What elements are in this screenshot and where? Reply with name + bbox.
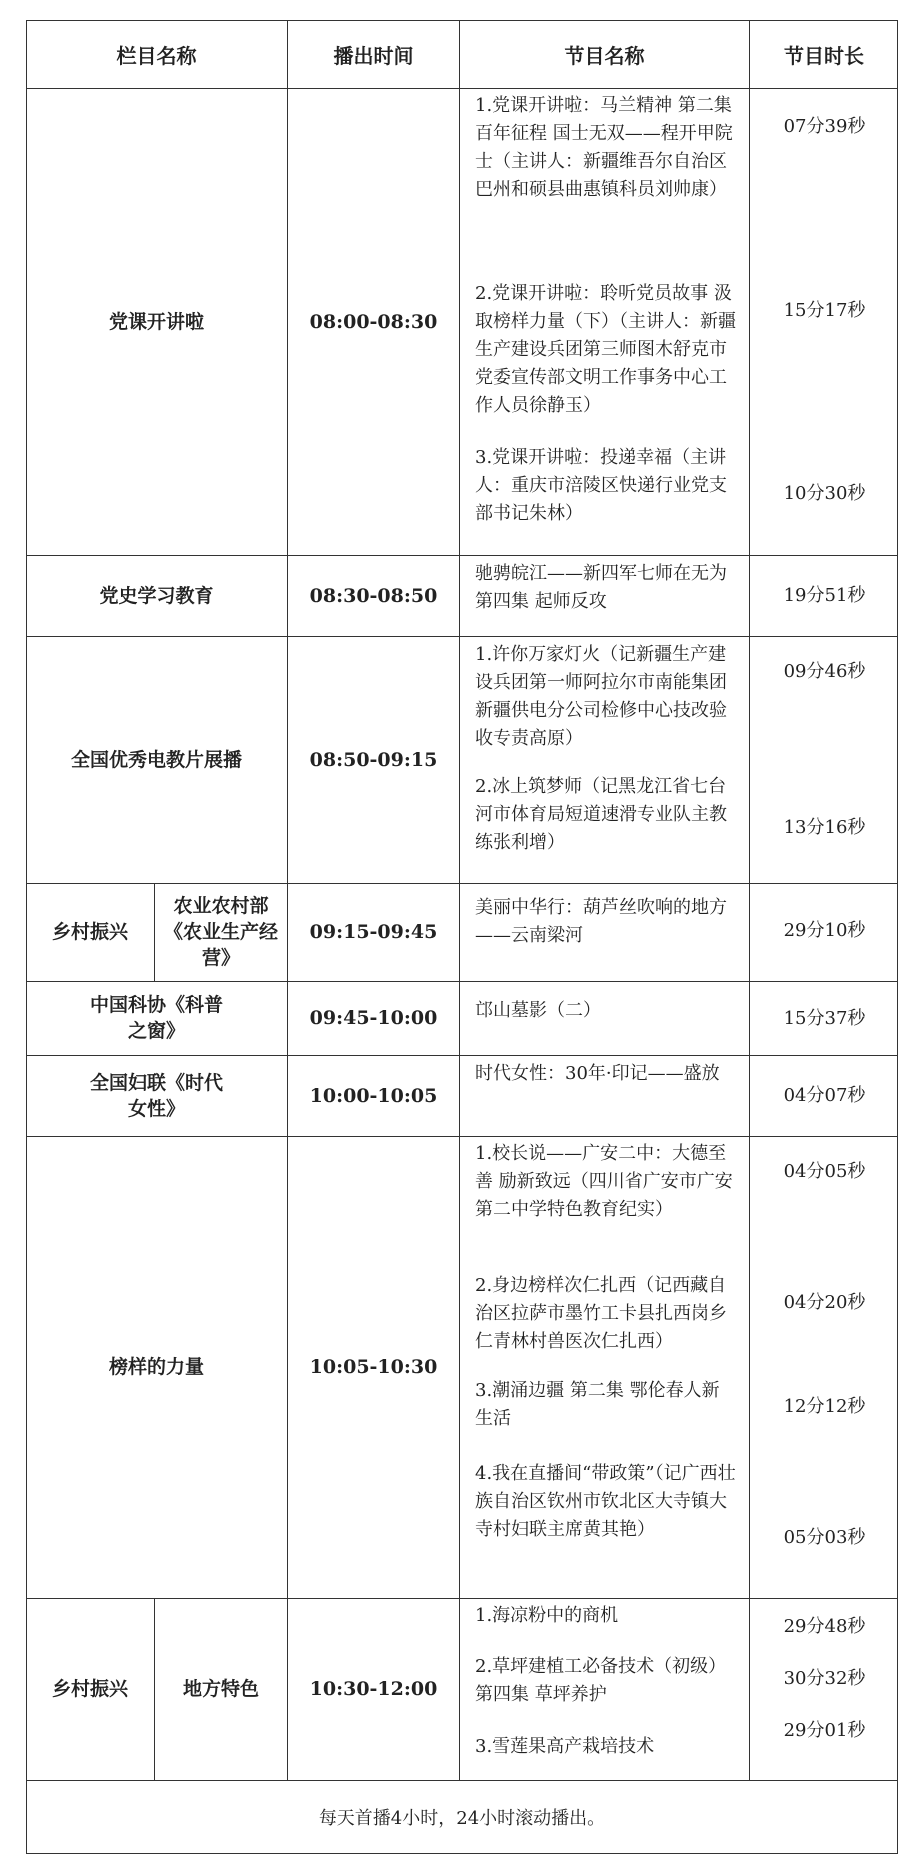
header-air-time: 播出时间 <box>333 43 414 68</box>
column-name: 榜样的力量 <box>108 1356 204 1378</box>
column-name: 全国优秀电教片展播 <box>70 748 242 771</box>
air-time: 10:05-10:30 <box>309 1356 438 1378</box>
column-name: 党史学习教育 <box>99 584 214 607</box>
header-column-name: 栏目名称 <box>116 43 197 68</box>
program-duration: 15分17秒 <box>783 300 866 321</box>
air-time: 10:30-12:00 <box>309 1678 438 1700</box>
program-title: 1.海凉粉中的商机 <box>475 1605 619 1626</box>
program-title: 2.冰上筑梦师（记黑龙江省七台河市体育局短道速滑专业队主教练张利增） <box>475 776 727 853</box>
air-time: 10:00-10:05 <box>309 1084 438 1107</box>
program-duration: 29分10秒 <box>783 920 866 941</box>
column-name: 中国科协《科普之窗》 <box>89 994 223 1042</box>
program-duration: 12分12秒 <box>783 1396 866 1417</box>
air-time: 09:45-10:00 <box>309 1007 438 1029</box>
column-name: 乡村振兴 <box>51 1678 128 1700</box>
column-name: 党课开讲啦 <box>108 310 204 333</box>
header-program-name: 节目名称 <box>564 43 645 68</box>
program-duration: 10分30秒 <box>783 483 866 504</box>
program-title: 1.党课开讲啦：马兰精神 第二集 百年征程 国士无双——程开甲院士（主讲人：新疆维吾尔自治区巴州和硕县曲惠镇科员刘帅康） <box>475 95 733 200</box>
program-duration: 29分48秒 <box>783 1616 866 1637</box>
col-divider <box>459 20 460 1780</box>
program-title: 3.潮涌边疆 第二集 鄂伦春人新生活 <box>475 1380 720 1429</box>
program-title: 驰骋皖江——新四军七师在无为 第四集 起师反攻 <box>475 563 727 612</box>
program-duration: 09分46秒 <box>783 661 866 682</box>
program-duration: 04分07秒 <box>783 1085 866 1106</box>
program-title: 邙山墓影（二） <box>475 1000 601 1021</box>
col-divider <box>749 20 750 1780</box>
sub-column-name: 地方特色 <box>182 1678 259 1700</box>
program-duration: 04分05秒 <box>783 1161 866 1182</box>
program-duration: 04分20秒 <box>783 1292 866 1313</box>
air-time: 09:15-09:45 <box>309 921 438 943</box>
program-duration: 05分03秒 <box>783 1527 866 1548</box>
column-name: 乡村振兴 <box>51 921 128 943</box>
program-duration: 29分01秒 <box>783 1720 866 1741</box>
program-duration: 30分32秒 <box>783 1668 866 1689</box>
air-time: 08:30-08:50 <box>309 584 438 607</box>
program-title: 1.许你万家灯火（记新疆生产建设兵团第一师阿拉尔市南能集团新疆供电分公司检修中心技改验收专责高原） <box>475 644 727 749</box>
program-duration: 13分16秒 <box>783 817 866 838</box>
program-title: 1.校长说——广安二中：大德至善 励新致远（四川省广安市广安第二中学特色教育纪实） <box>475 1143 733 1220</box>
sub-column-name: 农业农村部《农业生产经营》 <box>163 895 278 969</box>
program-title: 2.身边榜样次仁扎西（记西藏自治区拉萨市墨竹工卡县扎西岗乡仁青林村兽医次仁扎西） <box>475 1275 727 1352</box>
program-title: 时代女性：30年·印记——盛放 <box>475 1063 720 1084</box>
program-duration: 15分37秒 <box>783 1008 866 1029</box>
program-duration: 07分39秒 <box>783 116 866 137</box>
program-title: 3.雪莲果高产栽培技术 <box>475 1736 655 1757</box>
program-title: 美丽中华行：葫芦丝吹响的地方——云南梁河 <box>475 897 727 946</box>
footer-note: 每天首播4小时，24小时滚动播出。 <box>318 1808 606 1829</box>
air-time: 08:00-08:30 <box>309 310 438 333</box>
header-duration: 节目时长 <box>784 43 864 68</box>
program-title: 2.草坪建植工必备技术（初级）第四集 草坪养护 <box>475 1656 727 1705</box>
air-time: 08:50-09:15 <box>309 748 438 771</box>
program-title: 2.党课开讲啦：聆听党员故事 汲取榜样力量（下）（主讲人：新疆生产建设兵团第三师图木舒克市党委宣传部文明工作事务中心工作人员徐静玉） <box>475 283 736 416</box>
program-title: 3.党课开讲啦：投递幸福（主讲人：重庆市涪陵区快递行业党支部书记朱林） <box>475 447 727 524</box>
column-name: 全国妇联《时代女性》 <box>89 1071 223 1120</box>
program-duration: 19分51秒 <box>783 585 866 606</box>
program-title: 4.我在直播间“带政策”（记广西壮族自治区钦州市钦北区大寺镇大寺村妇联主席黄其艳） <box>475 1463 736 1540</box>
